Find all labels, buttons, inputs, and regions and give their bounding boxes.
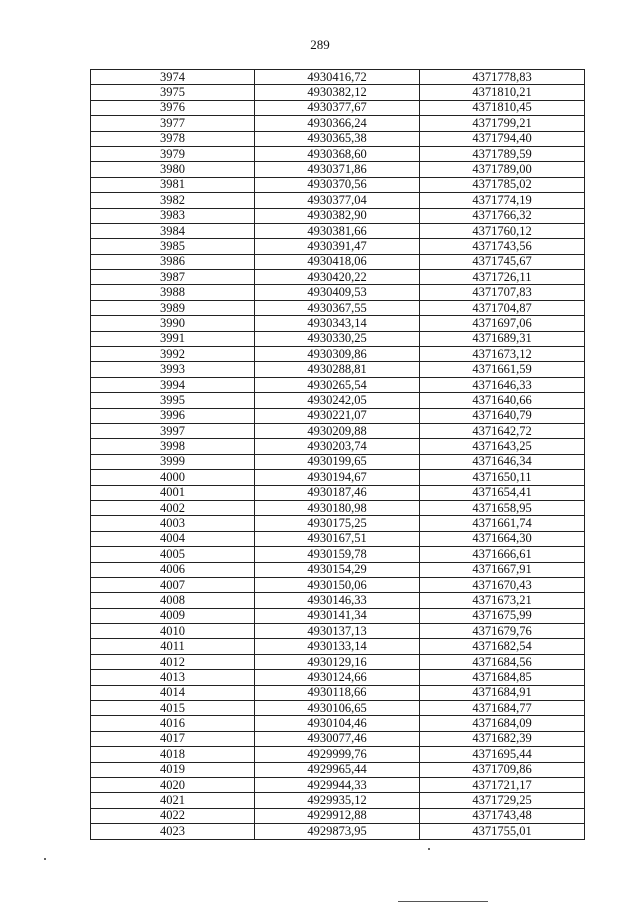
point-number-cell: 3979 (91, 146, 255, 161)
table-row (91, 562, 585, 577)
y-coordinate-cell: 4371684,85 (420, 670, 585, 685)
table-row (91, 146, 585, 161)
y-coordinate-cell: 4371755,01 (420, 824, 585, 839)
y-coordinate-cell: 4371646,34 (420, 454, 585, 469)
table-row (91, 516, 585, 531)
y-coordinate-cell: 4371743,48 (420, 808, 585, 823)
y-coordinate-cell: 4371666,61 (420, 547, 585, 562)
table-row (91, 731, 585, 746)
x-coordinate-cell: 4929999,76 (255, 747, 420, 762)
table-row (91, 500, 585, 515)
y-coordinate-cell: 4371661,74 (420, 516, 585, 531)
x-coordinate-cell: 4930175,25 (255, 516, 420, 531)
point-number-cell: 4022 (91, 808, 255, 823)
point-number-cell: 3998 (91, 439, 255, 454)
x-coordinate-cell: 4930381,66 (255, 223, 420, 238)
x-coordinate-cell: 4929944,33 (255, 777, 420, 792)
point-number-cell: 3978 (91, 131, 255, 146)
table-row (91, 747, 585, 762)
point-number-cell: 3985 (91, 239, 255, 254)
y-coordinate-cell: 4371709,86 (420, 762, 585, 777)
y-coordinate-cell: 4371810,45 (420, 100, 585, 115)
x-coordinate-cell: 4930365,38 (255, 131, 420, 146)
point-number-cell: 4010 (91, 624, 255, 639)
table-row (91, 485, 585, 500)
x-coordinate-cell: 4930199,65 (255, 454, 420, 469)
x-coordinate-cell: 4930391,47 (255, 239, 420, 254)
x-coordinate-cell: 4930077,46 (255, 731, 420, 746)
x-coordinate-cell: 4930368,60 (255, 146, 420, 161)
y-coordinate-cell: 4371684,91 (420, 685, 585, 700)
point-number-cell: 4004 (91, 531, 255, 546)
y-coordinate-cell: 4371689,31 (420, 331, 585, 346)
coordinates-table (90, 69, 585, 840)
point-number-cell: 3980 (91, 162, 255, 177)
table-row (91, 393, 585, 408)
point-number-cell: 3986 (91, 254, 255, 269)
point-number-cell: 3993 (91, 362, 255, 377)
point-number-cell: 3975 (91, 85, 255, 100)
table-row (91, 285, 585, 300)
scan-speck (44, 858, 46, 860)
y-coordinate-cell: 4371684,56 (420, 654, 585, 669)
point-number-cell: 4016 (91, 716, 255, 731)
scan-edge-mark (398, 901, 488, 902)
x-coordinate-cell: 4930366,24 (255, 116, 420, 131)
x-coordinate-cell: 4929912,88 (255, 808, 420, 823)
point-number-cell: 3994 (91, 377, 255, 392)
point-number-cell: 3976 (91, 100, 255, 115)
table-row (91, 685, 585, 700)
x-coordinate-cell: 4930167,51 (255, 531, 420, 546)
table-row (91, 547, 585, 562)
y-coordinate-cell: 4371743,56 (420, 239, 585, 254)
x-coordinate-cell: 4930209,88 (255, 423, 420, 438)
point-number-cell: 4011 (91, 639, 255, 654)
x-coordinate-cell: 4930371,86 (255, 162, 420, 177)
table-row (91, 300, 585, 315)
point-number-cell: 3996 (91, 408, 255, 423)
x-coordinate-cell: 4930418,06 (255, 254, 420, 269)
y-coordinate-cell: 4371697,06 (420, 316, 585, 331)
x-coordinate-cell: 4930377,67 (255, 100, 420, 115)
table-row (91, 531, 585, 546)
scan-speck (428, 848, 430, 850)
y-coordinate-cell: 4371704,87 (420, 300, 585, 315)
table-row (91, 85, 585, 100)
point-number-cell: 4015 (91, 701, 255, 716)
table-row (91, 116, 585, 131)
point-number-cell: 3981 (91, 177, 255, 192)
y-coordinate-cell: 4371707,83 (420, 285, 585, 300)
x-coordinate-cell: 4930133,14 (255, 639, 420, 654)
x-coordinate-cell: 4930141,34 (255, 608, 420, 623)
point-number-cell: 3991 (91, 331, 255, 346)
point-number-cell: 3987 (91, 270, 255, 285)
y-coordinate-cell: 4371810,21 (420, 85, 585, 100)
x-coordinate-cell: 4930382,90 (255, 208, 420, 223)
table-row (91, 577, 585, 592)
table-row (91, 177, 585, 192)
y-coordinate-cell: 4371640,79 (420, 408, 585, 423)
y-coordinate-cell: 4371658,95 (420, 500, 585, 515)
table-row (91, 639, 585, 654)
point-number-cell: 3992 (91, 347, 255, 362)
table-row (91, 347, 585, 362)
y-coordinate-cell: 4371675,99 (420, 608, 585, 623)
point-number-cell: 4008 (91, 593, 255, 608)
y-coordinate-cell: 4371695,44 (420, 747, 585, 762)
point-number-cell: 4006 (91, 562, 255, 577)
point-number-cell: 4002 (91, 500, 255, 515)
y-coordinate-cell: 4371774,19 (420, 193, 585, 208)
x-coordinate-cell: 4930330,25 (255, 331, 420, 346)
point-number-cell: 4000 (91, 470, 255, 485)
point-number-cell: 3989 (91, 300, 255, 315)
y-coordinate-cell: 4371745,67 (420, 254, 585, 269)
table-row (91, 670, 585, 685)
point-number-cell: 4021 (91, 793, 255, 808)
y-coordinate-cell: 4371667,91 (420, 562, 585, 577)
point-number-cell: 3983 (91, 208, 255, 223)
y-coordinate-cell: 4371726,11 (420, 270, 585, 285)
table-row (91, 439, 585, 454)
x-coordinate-cell: 4930420,22 (255, 270, 420, 285)
x-coordinate-cell: 4930124,66 (255, 670, 420, 685)
table-row (91, 654, 585, 669)
point-number-cell: 3997 (91, 423, 255, 438)
y-coordinate-cell: 4371684,09 (420, 716, 585, 731)
table-row (91, 793, 585, 808)
point-number-cell: 4014 (91, 685, 255, 700)
y-coordinate-cell: 4371799,21 (420, 116, 585, 131)
x-coordinate-cell: 4930194,67 (255, 470, 420, 485)
y-coordinate-cell: 4371778,83 (420, 70, 585, 85)
point-number-cell: 3999 (91, 454, 255, 469)
y-coordinate-cell: 4371785,02 (420, 177, 585, 192)
x-coordinate-cell: 4930309,86 (255, 347, 420, 362)
point-number-cell: 3995 (91, 393, 255, 408)
table-row (91, 593, 585, 608)
point-number-cell: 4017 (91, 731, 255, 746)
x-coordinate-cell: 4930367,55 (255, 300, 420, 315)
table-row (91, 100, 585, 115)
x-coordinate-cell: 4929873,95 (255, 824, 420, 839)
y-coordinate-cell: 4371789,59 (420, 146, 585, 161)
table-row (91, 624, 585, 639)
point-number-cell: 4023 (91, 824, 255, 839)
table-row (91, 377, 585, 392)
x-coordinate-cell: 4930180,98 (255, 500, 420, 515)
x-coordinate-cell: 4930187,46 (255, 485, 420, 500)
y-coordinate-cell: 4371766,32 (420, 208, 585, 223)
table-row (91, 777, 585, 792)
point-number-cell: 3982 (91, 193, 255, 208)
table-row (91, 408, 585, 423)
coordinates-table-body (91, 70, 585, 840)
table-row (91, 208, 585, 223)
x-coordinate-cell: 4930242,05 (255, 393, 420, 408)
table-row (91, 423, 585, 438)
x-coordinate-cell: 4930382,12 (255, 85, 420, 100)
y-coordinate-cell: 4371661,59 (420, 362, 585, 377)
point-number-cell: 4012 (91, 654, 255, 669)
x-coordinate-cell: 4930104,46 (255, 716, 420, 731)
x-coordinate-cell: 4930129,16 (255, 654, 420, 669)
point-number-cell: 4003 (91, 516, 255, 531)
y-coordinate-cell: 4371640,66 (420, 393, 585, 408)
point-number-cell: 3988 (91, 285, 255, 300)
y-coordinate-cell: 4371646,33 (420, 377, 585, 392)
x-coordinate-cell: 4930154,29 (255, 562, 420, 577)
table-row (91, 762, 585, 777)
y-coordinate-cell: 4371642,72 (420, 423, 585, 438)
x-coordinate-cell: 4930409,53 (255, 285, 420, 300)
point-number-cell: 4013 (91, 670, 255, 685)
table-row (91, 254, 585, 269)
table-row (91, 362, 585, 377)
table-row (91, 331, 585, 346)
y-coordinate-cell: 4371729,25 (420, 793, 585, 808)
table-row (91, 716, 585, 731)
table-row (91, 193, 585, 208)
x-coordinate-cell: 4930150,06 (255, 577, 420, 592)
table-row (91, 70, 585, 85)
y-coordinate-cell: 4371643,25 (420, 439, 585, 454)
x-coordinate-cell: 4930288,81 (255, 362, 420, 377)
y-coordinate-cell: 4371682,39 (420, 731, 585, 746)
table-row (91, 454, 585, 469)
x-coordinate-cell: 4930221,07 (255, 408, 420, 423)
y-coordinate-cell: 4371760,12 (420, 223, 585, 238)
table-row (91, 470, 585, 485)
table-row (91, 131, 585, 146)
table-row (91, 701, 585, 716)
point-number-cell: 3974 (91, 70, 255, 85)
table-row (91, 316, 585, 331)
point-number-cell: 4001 (91, 485, 255, 500)
x-coordinate-cell: 4929935,12 (255, 793, 420, 808)
point-number-cell: 4019 (91, 762, 255, 777)
x-coordinate-cell: 4930137,13 (255, 624, 420, 639)
x-coordinate-cell: 4930377,04 (255, 193, 420, 208)
point-number-cell: 4018 (91, 747, 255, 762)
point-number-cell: 4009 (91, 608, 255, 623)
y-coordinate-cell: 4371682,54 (420, 639, 585, 654)
y-coordinate-cell: 4371673,12 (420, 347, 585, 362)
y-coordinate-cell: 4371650,11 (420, 470, 585, 485)
point-number-cell: 3990 (91, 316, 255, 331)
table-row (91, 162, 585, 177)
x-coordinate-cell: 4930203,74 (255, 439, 420, 454)
x-coordinate-cell: 4930343,14 (255, 316, 420, 331)
y-coordinate-cell: 4371789,00 (420, 162, 585, 177)
point-number-cell: 4005 (91, 547, 255, 562)
y-coordinate-cell: 4371670,43 (420, 577, 585, 592)
x-coordinate-cell: 4930370,56 (255, 177, 420, 192)
x-coordinate-cell: 4929965,44 (255, 762, 420, 777)
x-coordinate-cell: 4930106,65 (255, 701, 420, 716)
x-coordinate-cell: 4930146,33 (255, 593, 420, 608)
y-coordinate-cell: 4371679,76 (420, 624, 585, 639)
y-coordinate-cell: 4371794,40 (420, 131, 585, 146)
point-number-cell: 4020 (91, 777, 255, 792)
page-number: 289 (310, 37, 330, 52)
y-coordinate-cell: 4371684,77 (420, 701, 585, 716)
y-coordinate-cell: 4371721,17 (420, 777, 585, 792)
table-row (91, 270, 585, 285)
x-coordinate-cell: 4930416,72 (255, 70, 420, 85)
table-row (91, 223, 585, 238)
table-row (91, 239, 585, 254)
point-number-cell: 4007 (91, 577, 255, 592)
table-row (91, 608, 585, 623)
y-coordinate-cell: 4371673,21 (420, 593, 585, 608)
y-coordinate-cell: 4371664,30 (420, 531, 585, 546)
x-coordinate-cell: 4930159,78 (255, 547, 420, 562)
x-coordinate-cell: 4930265,54 (255, 377, 420, 392)
point-number-cell: 3977 (91, 116, 255, 131)
point-number-cell: 3984 (91, 223, 255, 238)
table-row (91, 824, 585, 839)
table-row (91, 808, 585, 823)
y-coordinate-cell: 4371654,41 (420, 485, 585, 500)
x-coordinate-cell: 4930118,66 (255, 685, 420, 700)
